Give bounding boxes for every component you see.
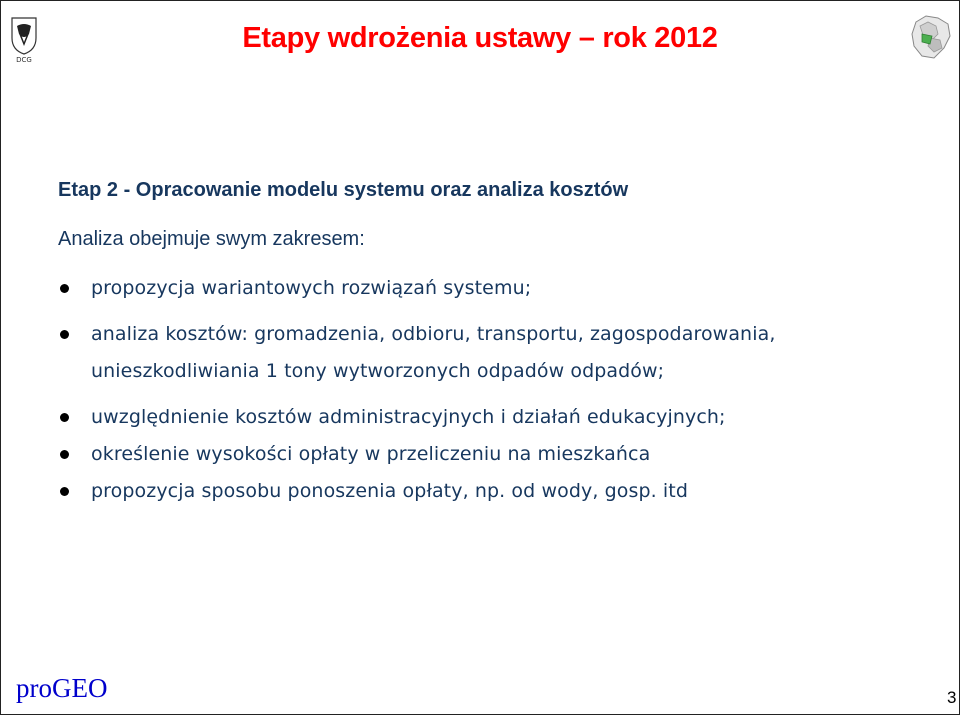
slide-content [58,172,938,510]
bullet-list [58,270,938,510]
section-heading: Etap 2 - Opracowanie modelu systemu oraz analiza kosztów [58,179,629,201]
intro-text: Analiza obejmuje swym zakresem: [58,228,365,250]
logo-left-text: DCG [16,56,32,64]
bullet-icon [60,284,69,293]
slide-title: Etapy wdrożenia ustawy – rok 2012 [242,22,718,54]
bullet-icon [60,487,69,496]
bullet-icon [60,330,69,339]
page-number: 3 [947,688,957,707]
list-item [58,436,938,473]
list-item [58,473,938,510]
list-item-continuation [58,353,938,390]
list-item-text: unieszkodliwiania 1 tony wytworzonych odpadów odpadów; [91,360,665,382]
list-item [58,270,938,307]
list-item [58,399,938,436]
footer-brand: proGEO [16,673,108,703]
list-item-text: analiza kosztów: gromadzenia, odbioru, transportu, zagospodarowania, [91,323,776,345]
list-item-text: propozycja wariantowych rozwiązań systemu; [91,277,532,299]
list-item-text: określenie wysokości opłaty w przeliczeniu na mieszkańca [91,443,651,465]
list-item [58,316,938,353]
bullet-icon [60,413,69,422]
list-item-text: uwzględnienie kosztów administracyjnych i działań edukacyjnych; [91,406,726,428]
bullet-icon [60,450,69,459]
list-item-text: propozycja sposobu ponoszenia opłaty, np. od wody, gosp. itd [91,480,689,502]
